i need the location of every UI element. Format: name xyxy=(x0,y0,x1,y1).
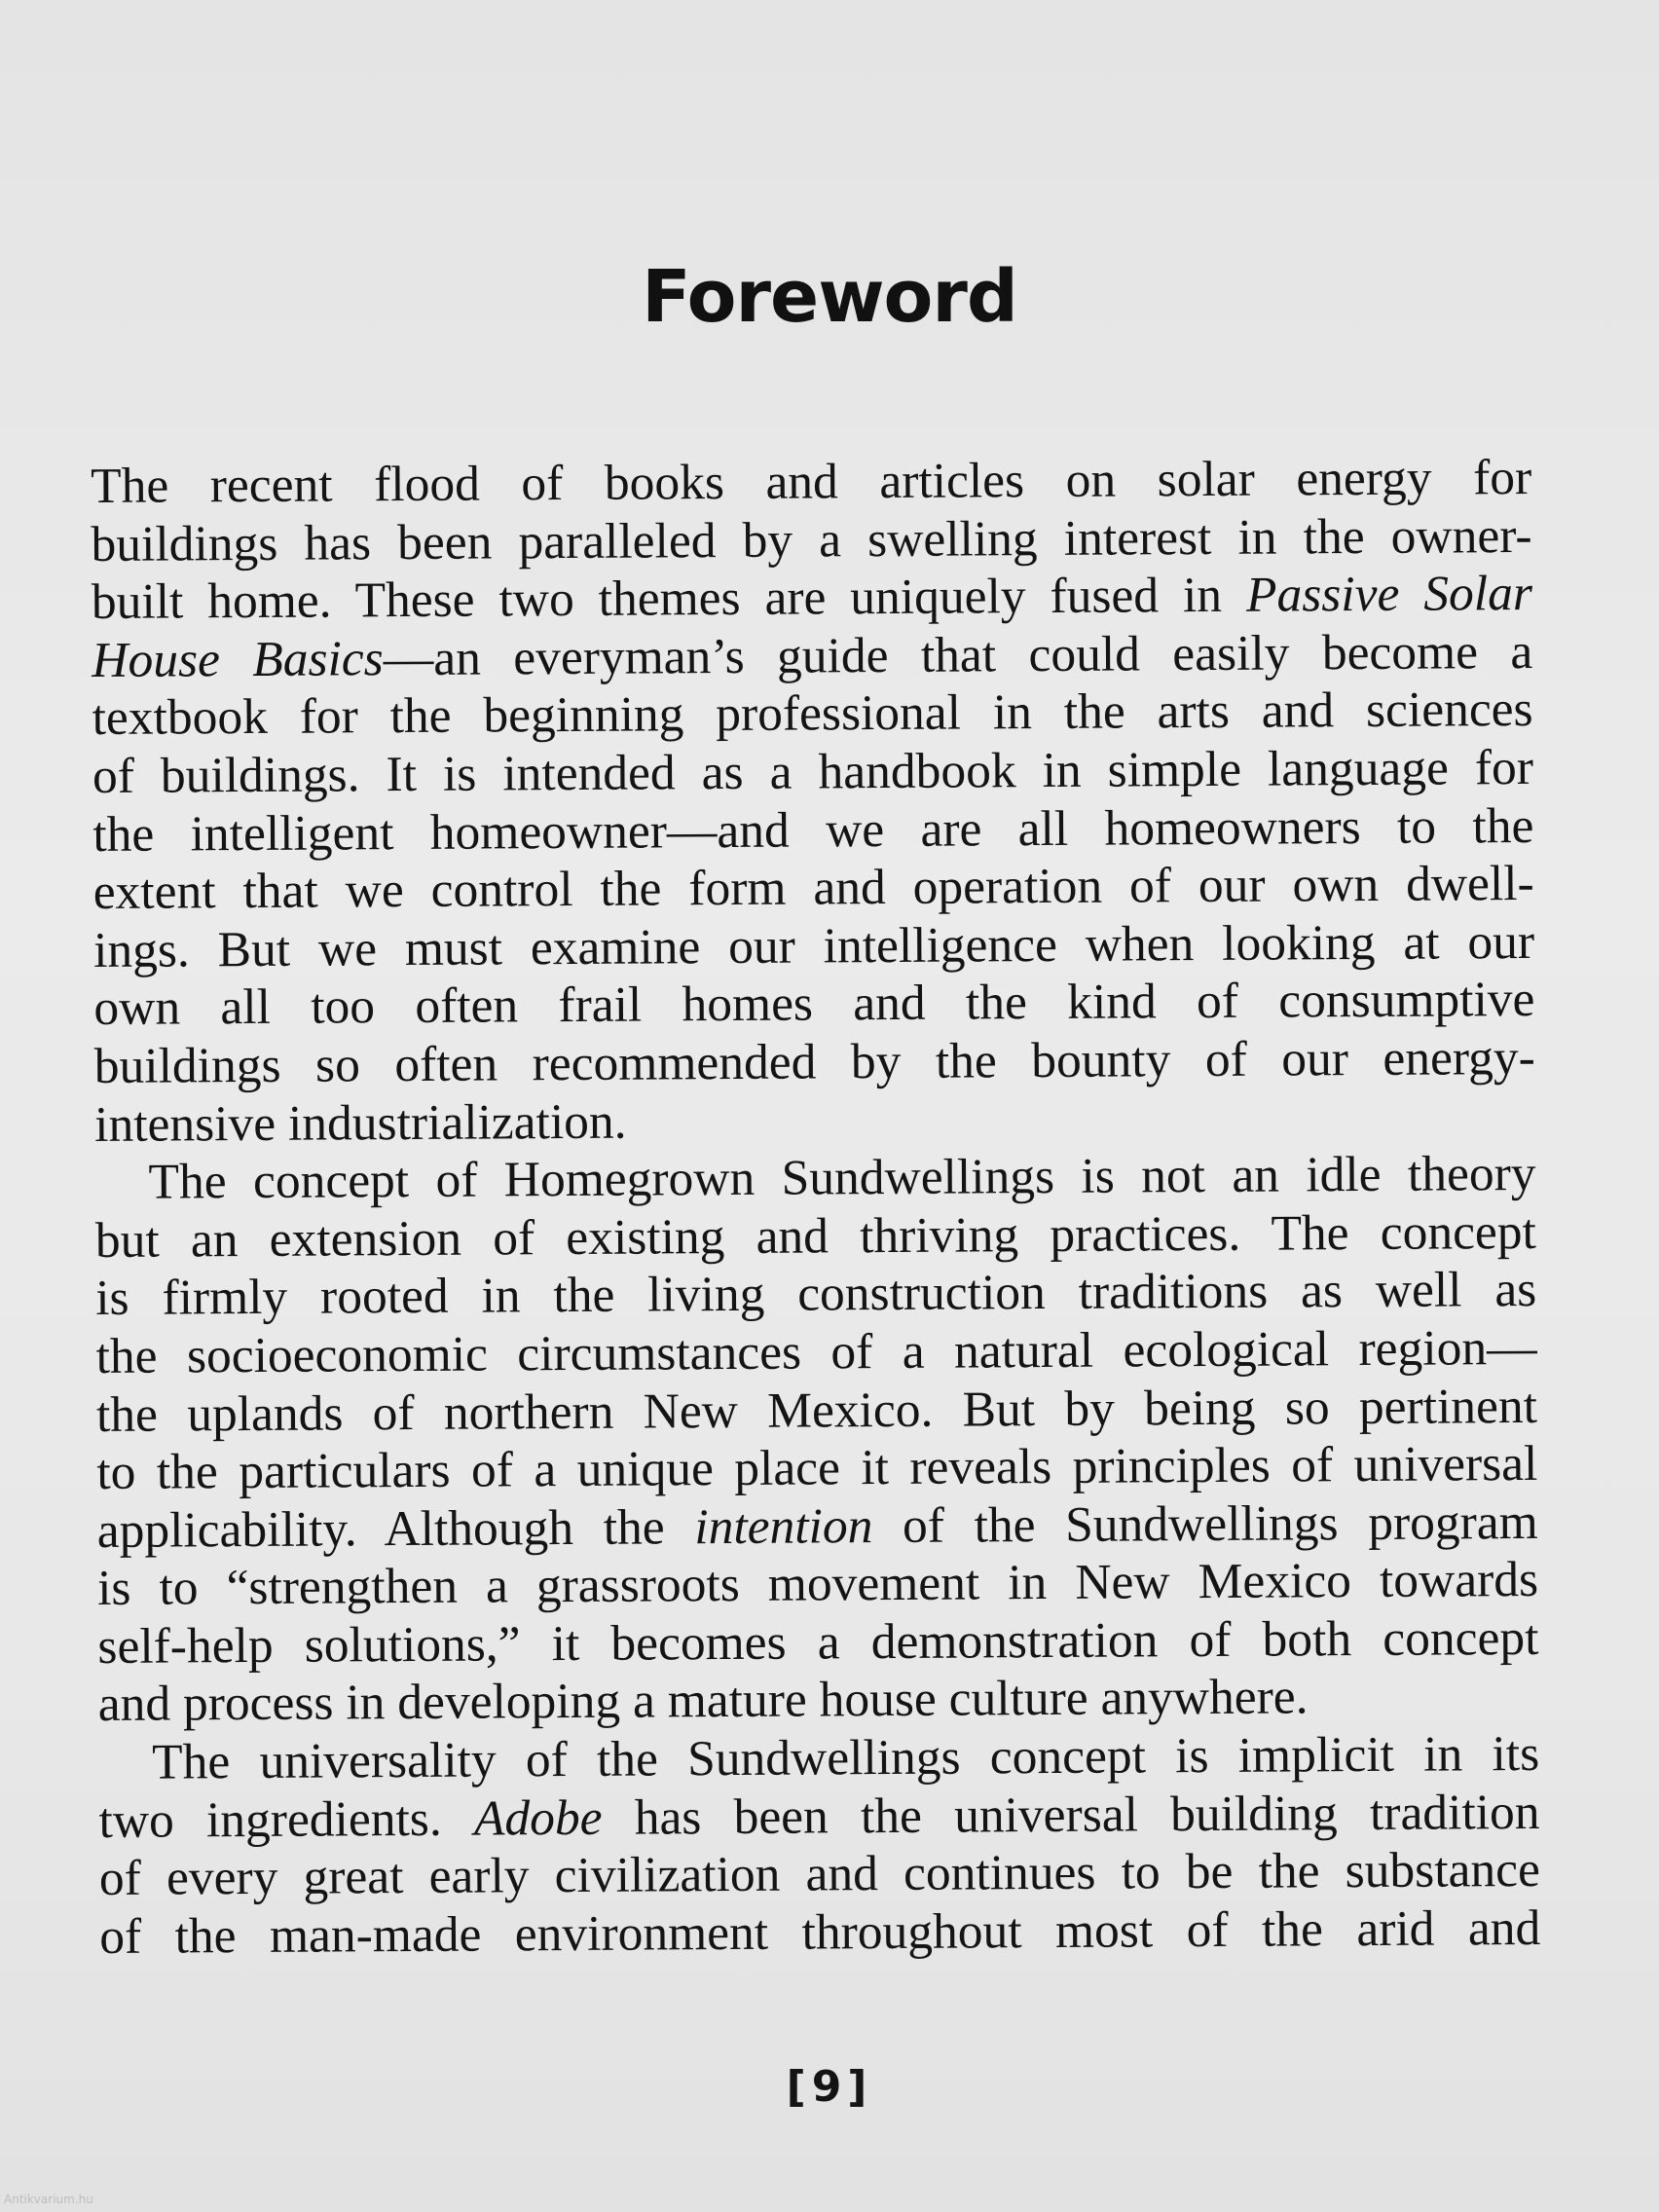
text-line: of the man-made environment throughout most of the arid and xyxy=(99,1899,1541,1965)
watermark: Antikvarium.hu xyxy=(4,2193,93,2206)
text-line: buildings so often recommended by the bounty of our energy- xyxy=(93,1029,1535,1094)
body-text xyxy=(91,449,1540,1966)
text-line: of buildings. It is intended as a handbook in simple language for xyxy=(92,739,1534,804)
text-line: and process in developing a mature house culture anywhere. xyxy=(97,1669,1309,1733)
text-line: intensive industrialization. xyxy=(94,1093,627,1153)
text-line: ings. But we must examine our intelligence when looking at our xyxy=(92,913,1535,978)
text-line: The concept of Homegrown Sundwellings is not an idle theory xyxy=(148,1146,1536,1210)
paragraph-1 xyxy=(91,449,1535,1154)
text-line: but an extension of existing and thriving practices. The concept xyxy=(94,1203,1537,1269)
text-line: textbook for the beginning professional in the arts and sciences xyxy=(92,682,1533,747)
text-line: self-help solutions,” it becomes a demonstration of both concept xyxy=(97,1609,1539,1675)
text-line: is to “strengthen a grassroots movement in New Mexico towards xyxy=(96,1552,1539,1617)
text-line: the intelligent homeowner—and we are all homeowners to the xyxy=(92,797,1534,863)
text-line: extent that we control the form and operation of our own dwell- xyxy=(92,856,1534,921)
text-line: the socioeconomic circumstances of a natural ecological region— xyxy=(95,1319,1537,1384)
text-line: own all too often frail homes and the kind of consumptive xyxy=(93,972,1535,1037)
paragraph-3 xyxy=(98,1725,1540,1966)
paragraph-2 xyxy=(94,1145,1539,1734)
text-line: applicability. Although the intention of the Sundwellings program xyxy=(96,1493,1538,1559)
page-number: [9] xyxy=(786,2062,873,2112)
text-line: House Basics—an everyman’s guide that could easily become a xyxy=(92,623,1533,688)
page-title: Foreword xyxy=(642,255,1017,339)
text-line: two ingredients. Adobe has been the universal building tradition xyxy=(98,1784,1540,1849)
text-line: the uplands of northern New Mexico. But by being so pertinent xyxy=(95,1378,1538,1443)
text-line: The recent flood of books and articles on solar energy for xyxy=(91,449,1532,514)
text-line: built home. These two themes are uniquely fused in Passive Solar xyxy=(91,566,1533,631)
text-line: to the particulars of a unique place it reveals principles of universal xyxy=(96,1436,1538,1501)
text-line: of every great early civilization and continues to be the substance xyxy=(98,1842,1541,1907)
text-line: buildings has been paralleled by a swelling interest in the owner- xyxy=(91,507,1532,572)
text-line: The universality of the Sundwellings concept is implicit in its xyxy=(152,1725,1540,1790)
text-line: is firmly rooted in the living construction traditions as well as xyxy=(95,1262,1537,1327)
